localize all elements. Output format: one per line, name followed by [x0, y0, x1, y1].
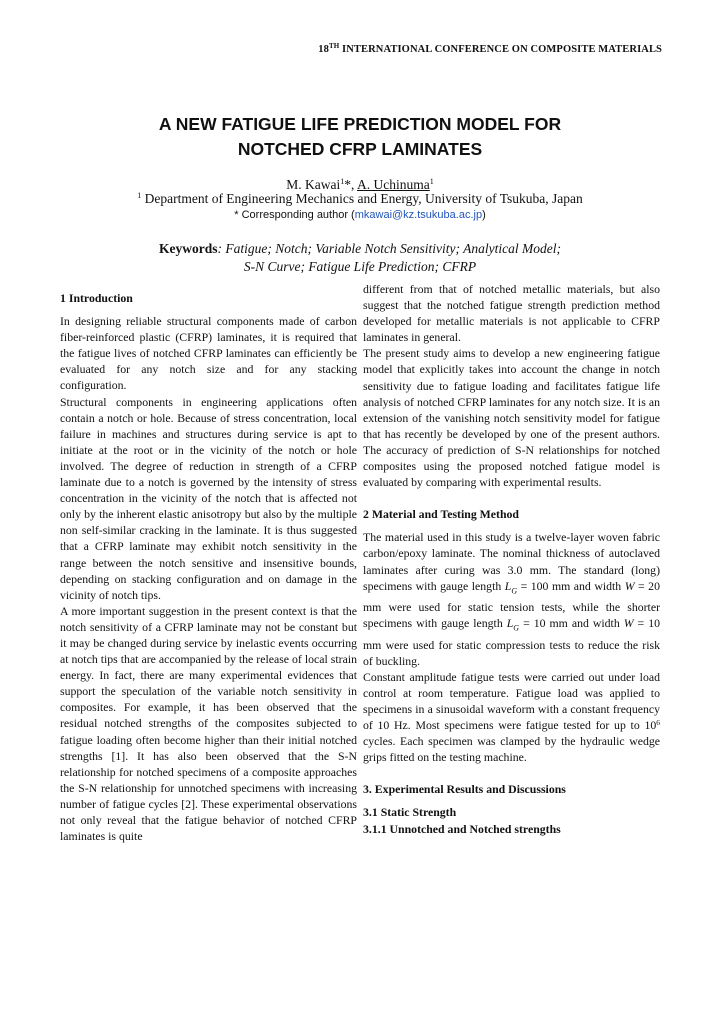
paragraph: different from that of notched metallic materials, but also suggest that the notched fatigue strength prediction method developed for metallic materials is not applicable to CFRP laminates in general.: [363, 282, 660, 345]
paragraph: Constant amplitude fatigue tests were carried out under load control at room temperature. Fatigue load was applied to specimens in a sinusoidal waveform with a constant frequency of 10 Hz. Most specimens were fatigue tested for up to $10^6$ cycles. Each specimen was clamped by the hydraulic wedge grips fitted on the testing machine.: [363, 669, 660, 765]
left-column: [60, 282, 357, 844]
section-heading-material: 2 Material and Testing Method: [363, 507, 519, 522]
paragraph: The material used in this study is a twelve-layer woven fabric carbon/epoxy laminate. The nominal thickness of autoclaved laminates after curing was 3.0 mm. The standard (long) specimens with gauge length $L_G = 100$ mm and width W = 20 mm were used for static tension tests, while the shorter specimens with gauge length $L_G = 10$ mm and width W = 10 mm were used for static compression tests to reduce the risk of buckling.: [363, 530, 660, 668]
email-link[interactable]: mkawai@kz.tsukuba.ac.jp: [354, 209, 483, 221]
subsection-heading: 3.1 Static Strength: [363, 805, 457, 820]
corresponding-author: * Corresponding author (mkawai@kz.tsukuba.ac.jp): [234, 209, 486, 221]
keywords: Keywords: Fatigue; Notch; Variable Notch Sensitivity; Analytical Model; S-N Curve; Fatigue Life Prediction; CFRP: [158, 241, 562, 274]
right-column: [363, 281, 660, 837]
paragraph: The present study aims to develop a new engineering fatigue model that explicitly takes into account the change in notch sensitivity due to fatigue loading and facilitates fatigue life analysis of notched CFRP laminates for any notch size. It is an extension of the vanishing notch sensitivity model for fatigue that has recently be developed by one of the present authors. The accuracy of prediction of S-N relationships for notched composites using the proposed notched fatigue model is evaluated by comparing with experimental results.: [363, 346, 660, 490]
author-list: M. Kawai$^1$*, A. Uchinuma$^1$: [286, 177, 434, 192]
affiliation: $^1$ Department of Engineering Mechanics and Energy, University of Tsukuba, Japan: [137, 191, 583, 206]
paragraph: A more important suggestion in the present context is that the notch sensitivity of a CFRP laminate may not be constant but it may be changed during service by inelastic events occurring at notch tips that are accompanied by the release of local strain energy. In fact, there are many experimental evidences that support the speculation of the variable notch sensitivity in composites. For example, it has been observed that the residual notched strengths of the composites subjected to fatigue loading often become higher than their initial notched strengths [1]. It has also been observed that the S-N relationship for notched specimens of a composite approaches the S-N relationship for unnotched specimens with increasing number of fatigue cycles [2]. These experimental observations not only reveal that the fatigue behavior of notched CFRP laminates is quite: [60, 603, 357, 844]
section-heading-results: 3. Experimental Results and Discussions: [363, 782, 566, 797]
section-heading-introduction: 1 Introduction: [60, 291, 133, 305]
subsubsection-heading: 3.1.1 Unnotched and Notched strengths: [363, 821, 561, 836]
paragraph: Structural components in engineering applications often contain a notch or hole. Because of stress concentration, local failure in machines and structures during service is apt to initiate at the root or in the vicinity of the notch or hole involved. The degree of reduction in strength of a CFRP laminate due to a notch is governed by the intensity of stress concentration in the vicinity of the notch that is affected not only by the inherent elastic anisotropy but also by the multiple non self-similar cracking in the laminate. It is thus suggested that a CFRP laminate may exhibit notch sensitivity in the range between the notch sensitive and insensitive bounds, depending on stacking configuration and on damage in the vicinity of notch tips.: [60, 394, 357, 602]
paragraph: In designing reliable structural components made of carbon fiber-reinforced plastic (CFRP) laminates, it is required that the fatigue lives of notched CFRP laminates can efficiently be evaluated for any notch size and for any stacking configuration.: [60, 314, 357, 393]
paper-title: A NEW FATIGUE LIFE PREDICTION MODEL FOR NOTCHED CFRP LAMINATES: [158, 114, 562, 159]
